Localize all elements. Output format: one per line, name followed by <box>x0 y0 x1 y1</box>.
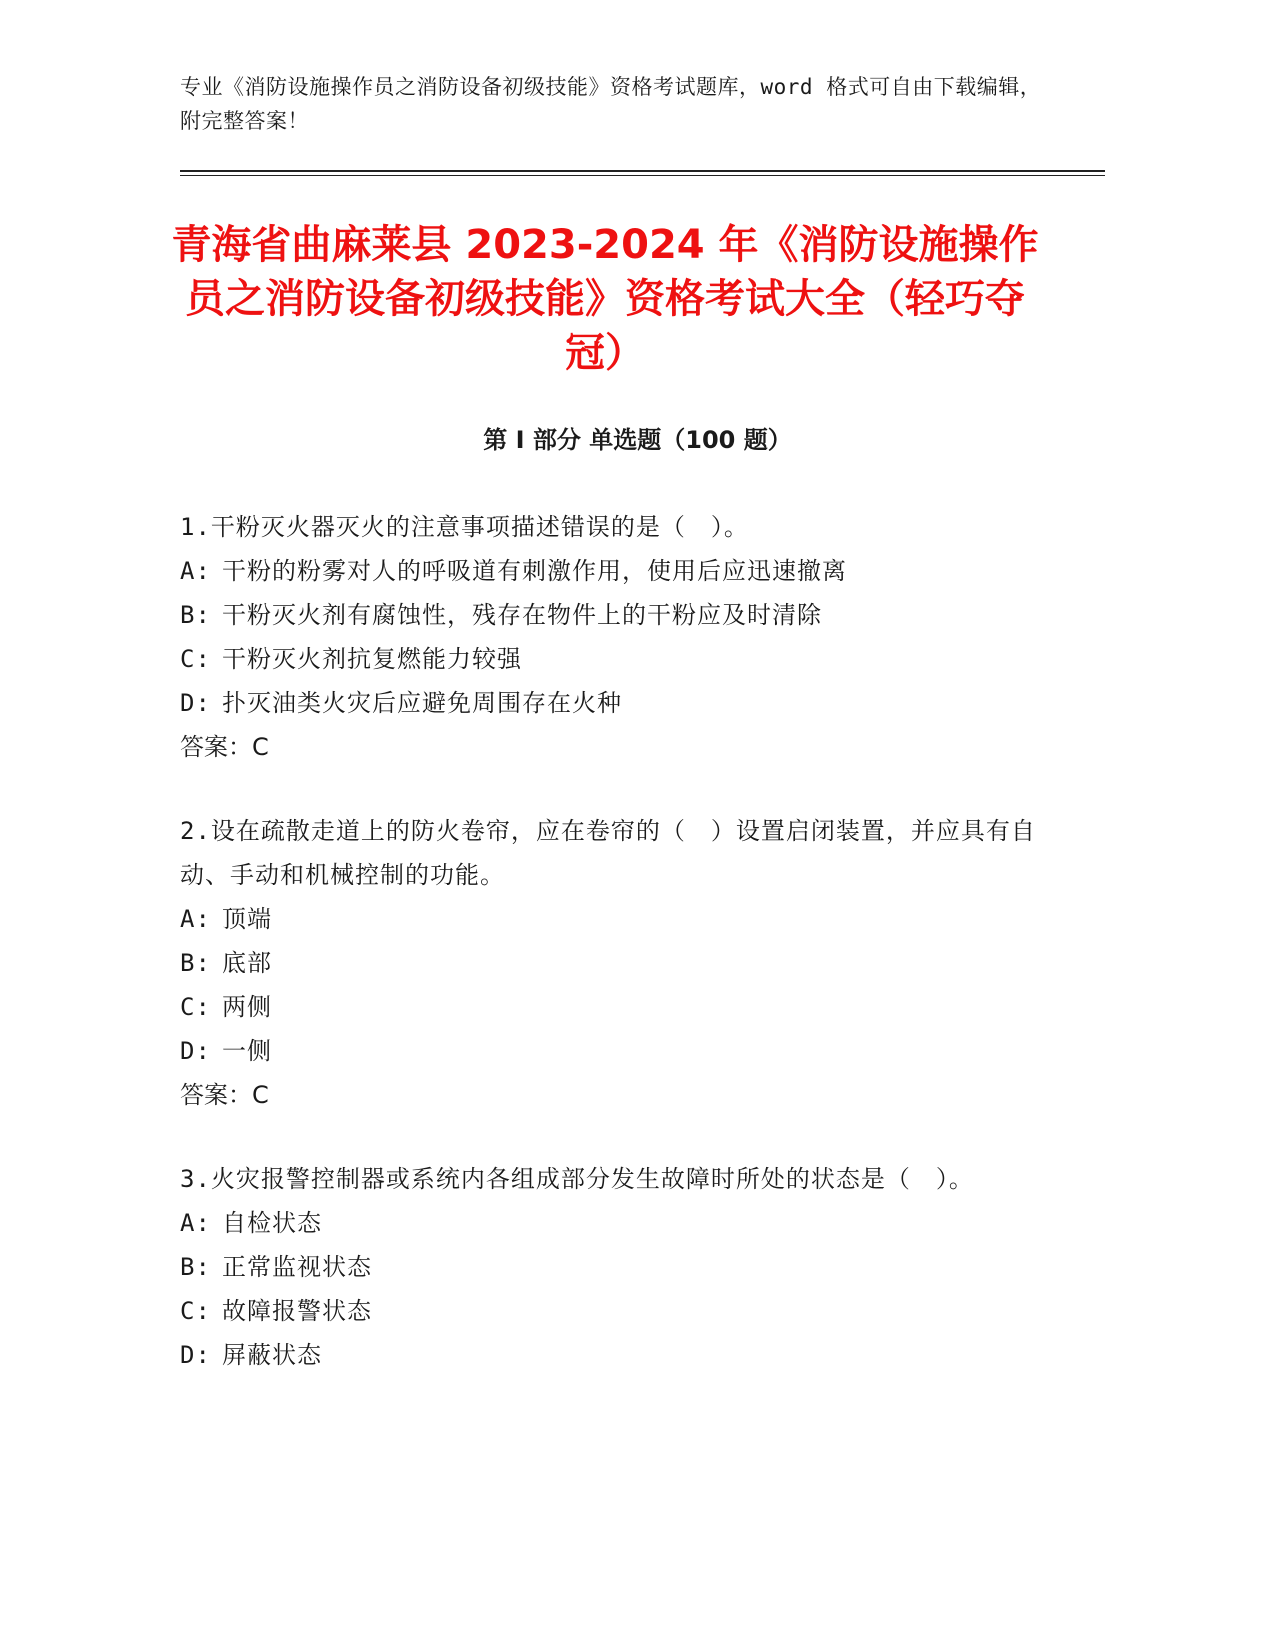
option-key: C: <box>180 1297 211 1325</box>
option-b <box>180 1245 1040 1289</box>
option-a <box>180 1201 1040 1245</box>
header-rule-thick <box>180 170 1105 172</box>
answer-line: 答案：C <box>180 733 269 761</box>
header-note: 专业《消防设施操作员之消防设备初级技能》资格考试题库，word 格式可自由下载编辑，附完整答案！ <box>180 75 1042 133</box>
option-key: D: <box>180 1037 211 1065</box>
document-title: 青海省曲麻莱县 2023-2024 年《消防设施操作员之消防设备初级技能》资格考试大全（轻巧夺冠） <box>171 222 1039 376</box>
option-text: 故障报警状态 <box>222 1297 372 1325</box>
option-text: 顶端 <box>222 905 272 933</box>
option-text: 扑灭油类火灾后应避免周围存在火种 <box>222 689 622 717</box>
option-b <box>180 941 1040 985</box>
option-key: D: <box>180 689 211 717</box>
question-stem: 2.设在疏散走道上的防火卷帘，应在卷帘的（ ）设置启闭装置，并应具有自动、手动和机械控制的功能。 <box>180 817 1036 889</box>
option-a <box>180 897 1040 941</box>
option-text: 两侧 <box>222 993 272 1021</box>
option-b <box>180 593 1040 637</box>
option-key: B: <box>180 1253 211 1281</box>
option-key: B: <box>180 601 211 629</box>
option-key: A: <box>180 905 211 933</box>
question-1 <box>180 505 1040 769</box>
option-key: A: <box>180 557 211 585</box>
option-text: 自检状态 <box>222 1209 322 1237</box>
question-list <box>180 505 1040 1417</box>
question-3 <box>180 1157 1040 1377</box>
option-c <box>180 637 1040 681</box>
option-a <box>180 549 1040 593</box>
option-text: 干粉灭火剂有腐蚀性，残存在物件上的干粉应及时清除 <box>222 601 822 629</box>
option-key: A: <box>180 1209 211 1237</box>
section-heading: 第 I 部分 单选题（100 题） <box>483 426 792 454</box>
option-text: 屏蔽状态 <box>222 1341 322 1369</box>
option-text: 干粉的粉雾对人的呼吸道有刺激作用，使用后应迅速撤离 <box>222 557 847 585</box>
option-d <box>180 1029 1040 1073</box>
option-key: B: <box>180 949 211 977</box>
question-stem: 3.火灾报警控制器或系统内各组成部分发生故障时所处的状态是（ ）。 <box>180 1165 974 1193</box>
question-2 <box>180 809 1040 1117</box>
option-key: D: <box>180 1341 211 1369</box>
option-c <box>180 985 1040 1029</box>
option-key: C: <box>180 993 211 1021</box>
option-text: 正常监视状态 <box>222 1253 372 1281</box>
option-d <box>180 1333 1040 1377</box>
option-key: C: <box>180 645 211 673</box>
header-rule-thin <box>180 175 1105 176</box>
option-text: 一侧 <box>222 1037 272 1065</box>
option-c <box>180 1289 1040 1333</box>
option-text: 底部 <box>222 949 272 977</box>
question-stem: 1.干粉灭火器灭火的注意事项描述错误的是（ ）。 <box>180 513 749 541</box>
option-d <box>180 681 1040 725</box>
answer-line: 答案：C <box>180 1081 269 1109</box>
option-text: 干粉灭火剂抗复燃能力较强 <box>222 645 522 673</box>
